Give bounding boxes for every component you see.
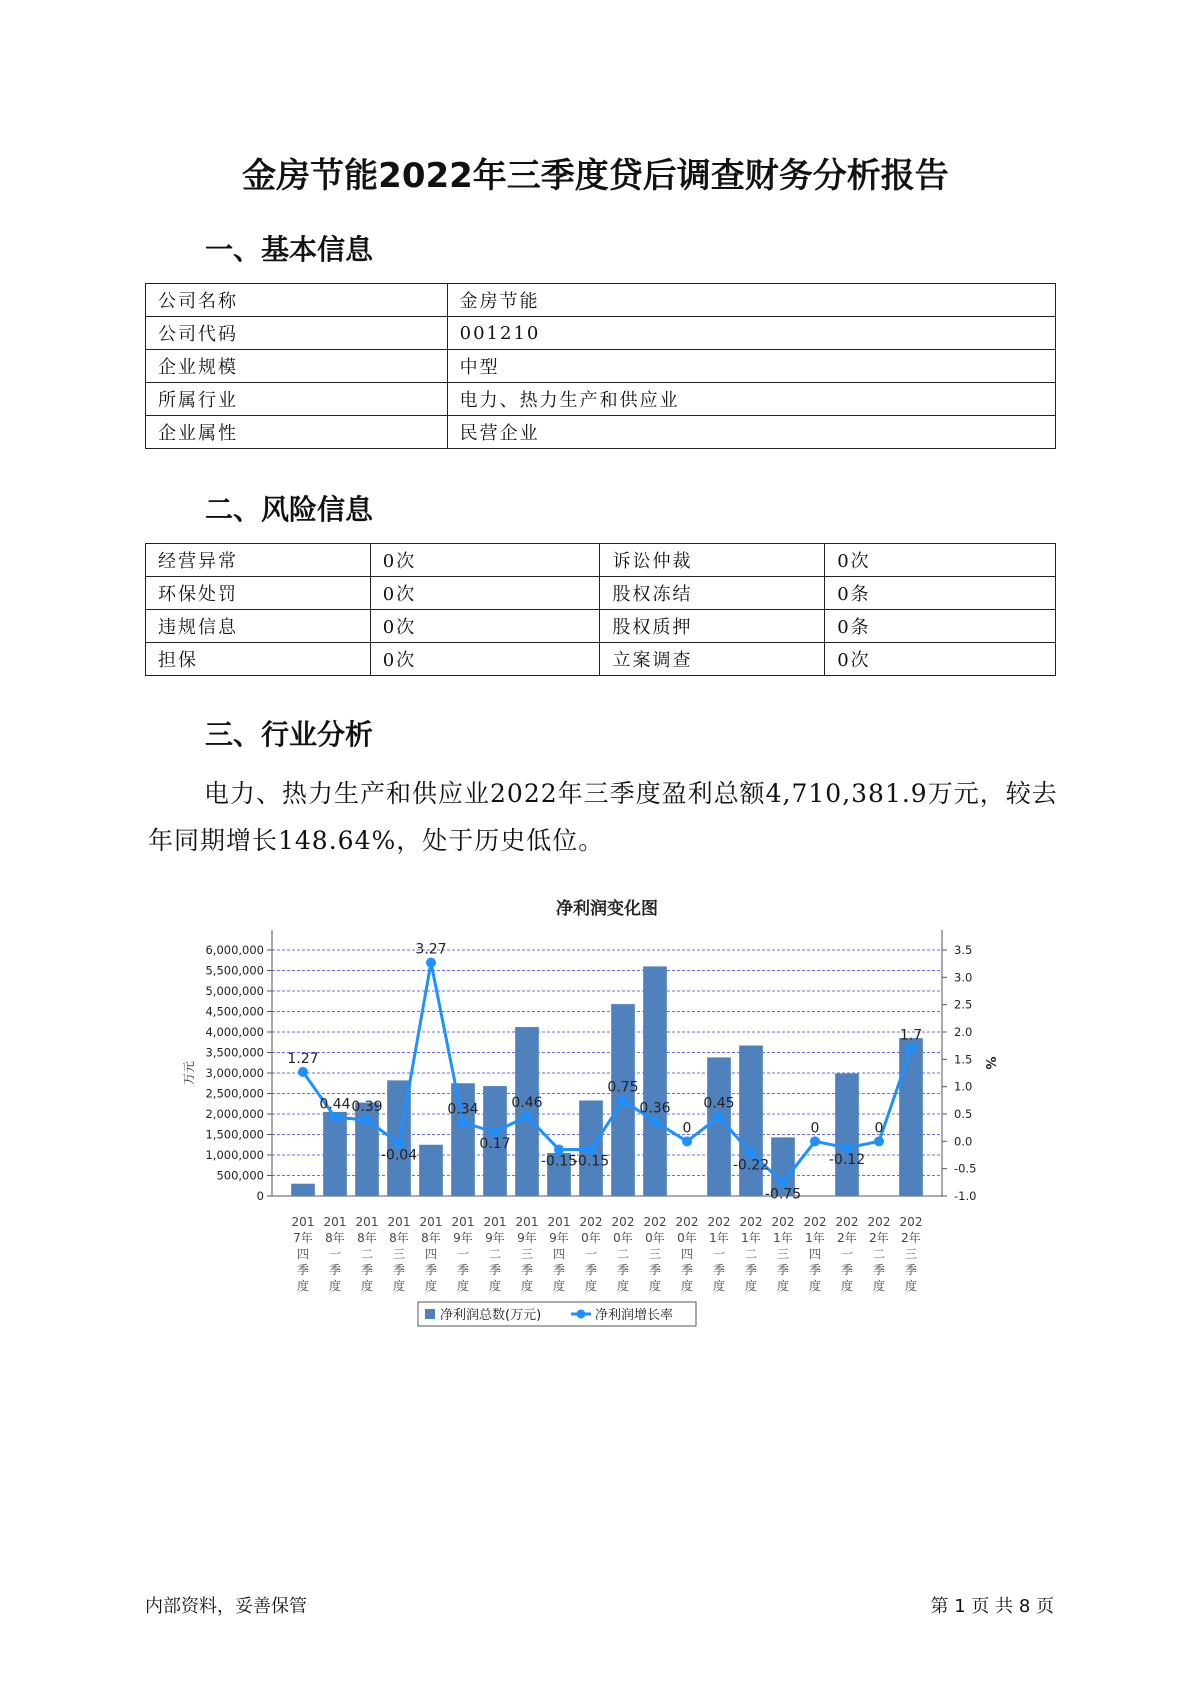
x-tick-label: 202 1年一季度 bbox=[707, 1215, 731, 1293]
risk-info-row bbox=[146, 544, 1056, 577]
section-basic-heading: 一、基本信息 bbox=[205, 233, 374, 266]
y2-tick-label: -1.0 bbox=[954, 1189, 977, 1203]
growth-rate-label: 0.39 bbox=[351, 1099, 383, 1116]
field-label: 公司名称 bbox=[146, 284, 448, 317]
basic-info-row bbox=[146, 350, 1056, 383]
x-tick-label: 201 8年四季度 bbox=[419, 1215, 443, 1293]
field-value: 001210 bbox=[447, 317, 1055, 350]
footer-confidential: 内部资料，妥善保管 bbox=[145, 1596, 307, 1617]
bar-net-profit bbox=[899, 1038, 923, 1196]
net-profit-chart bbox=[175, 890, 1015, 1360]
growth-rate-point bbox=[650, 1117, 660, 1127]
risk-info-table bbox=[145, 543, 1056, 676]
risk-label: 股权冻结 bbox=[600, 577, 825, 610]
bar-net-profit bbox=[451, 1083, 475, 1196]
growth-rate-label: -0.22 bbox=[732, 1157, 770, 1174]
growth-rate-label: -0.04 bbox=[380, 1147, 418, 1164]
field-label: 企业规模 bbox=[146, 350, 448, 383]
section-risk-heading: 二、风险信息 bbox=[205, 493, 374, 526]
growth-rate-point bbox=[458, 1118, 468, 1128]
y2-tick-label: 3.0 bbox=[954, 970, 973, 985]
footer-page-number: 第 1 页 共 8 页 bbox=[930, 1596, 1054, 1617]
report-title: 金房节能2022年三季度贷后调查财务分析报告 bbox=[242, 156, 949, 196]
y-tick-label: 4,000,000 bbox=[205, 1025, 264, 1039]
y-axis-label: 万元 bbox=[182, 1060, 196, 1086]
risk-label: 经营异常 bbox=[146, 544, 371, 577]
x-tick-label: 202 0年一季度 bbox=[579, 1215, 603, 1293]
growth-rate-point bbox=[298, 1067, 308, 1077]
growth-rate-label: 1.27 bbox=[287, 1050, 319, 1067]
risk-value: 0条 bbox=[825, 610, 1056, 643]
field-value: 电力、热力生产和供应业 bbox=[447, 383, 1055, 416]
y-tick-label: 2,000,000 bbox=[205, 1107, 264, 1121]
basic-info-table bbox=[145, 283, 1056, 449]
legend-label-bar: 净利润总数(万元) bbox=[440, 1308, 542, 1323]
bar-net-profit bbox=[323, 1112, 347, 1196]
risk-label: 违规信息 bbox=[146, 610, 371, 643]
field-label: 企业属性 bbox=[146, 416, 448, 449]
legend-swatch-point bbox=[577, 1310, 586, 1319]
y-tick-label: 1,500,000 bbox=[205, 1127, 264, 1142]
growth-rate-label: -0.15 bbox=[572, 1153, 610, 1170]
growth-rate-point bbox=[426, 958, 436, 968]
growth-rate-label: 0.36 bbox=[639, 1100, 671, 1117]
y2-tick-label: 3.5 bbox=[954, 943, 973, 957]
y2-axis-label: % bbox=[982, 1056, 997, 1070]
y-tick-label: 3,500,000 bbox=[205, 1045, 264, 1060]
risk-label: 担保 bbox=[146, 643, 371, 676]
growth-rate-label: 0.45 bbox=[703, 1095, 735, 1112]
growth-rate-label: 0.46 bbox=[511, 1095, 543, 1112]
x-tick-label: 201 8年一季度 bbox=[323, 1215, 347, 1293]
basic-info-row bbox=[146, 416, 1056, 449]
x-tick-label: 202 2年一季度 bbox=[835, 1215, 859, 1293]
growth-rate-label: -0.75 bbox=[764, 1186, 802, 1203]
risk-label: 股权质押 bbox=[600, 610, 825, 643]
legend-label-line: 净利润增长率 bbox=[595, 1308, 674, 1323]
growth-rate-label: 0 bbox=[682, 1120, 692, 1137]
risk-value: 0次 bbox=[370, 643, 600, 676]
field-label: 公司代码 bbox=[146, 317, 448, 350]
y2-tick-label: 0.0 bbox=[954, 1134, 973, 1149]
y-tick-label: 2,500,000 bbox=[205, 1086, 264, 1101]
x-tick-label: 202 2年二季度 bbox=[867, 1215, 891, 1293]
field-value: 金房节能 bbox=[447, 284, 1055, 317]
risk-label: 环保处罚 bbox=[146, 577, 371, 610]
x-tick-label: 202 1年四季度 bbox=[803, 1215, 827, 1293]
y-tick-label: 5,500,000 bbox=[205, 963, 264, 978]
y2-tick-label: 2.0 bbox=[954, 1025, 973, 1039]
y-tick-label: 3,000,000 bbox=[205, 1066, 264, 1080]
y-tick-label: 0 bbox=[256, 1189, 264, 1203]
growth-rate-point bbox=[362, 1115, 372, 1125]
growth-rate-point bbox=[714, 1112, 724, 1122]
growth-rate-label: -0.12 bbox=[828, 1151, 866, 1168]
field-label: 所属行业 bbox=[146, 383, 448, 416]
growth-rate-point bbox=[618, 1095, 628, 1105]
risk-info-row bbox=[146, 643, 1056, 676]
x-tick-label: 201 7年四季度 bbox=[291, 1215, 315, 1293]
x-tick-label: 201 8年三季度 bbox=[387, 1215, 411, 1293]
growth-rate-label: 0 bbox=[810, 1120, 820, 1137]
growth-rate-label: 0.17 bbox=[479, 1136, 511, 1153]
growth-rate-point bbox=[874, 1136, 884, 1146]
x-tick-label: 201 8年二季度 bbox=[355, 1215, 379, 1293]
basic-info-row bbox=[146, 317, 1056, 350]
growth-rate-point bbox=[330, 1112, 340, 1122]
growth-rate-label: 0 bbox=[874, 1120, 884, 1137]
bar-net-profit bbox=[835, 1073, 859, 1196]
growth-rate-label: 1.7 bbox=[899, 1027, 923, 1044]
growth-rate-label: -0.15 bbox=[540, 1153, 578, 1170]
x-tick-label: 201 9年四季度 bbox=[547, 1215, 571, 1293]
chart-title: 净利润变化图 bbox=[556, 899, 658, 919]
bar-net-profit bbox=[291, 1184, 315, 1196]
x-tick-label: 202 2年三季度 bbox=[899, 1215, 923, 1293]
y2-tick-label: 1.0 bbox=[954, 1079, 973, 1094]
industry-analysis-paragraph: 电力、热力生产和供应业2022年三季度盈利总额4,710,381.9万元，较去年同期增长148.64%，处于历史低位。 bbox=[148, 779, 1058, 855]
y-tick-label: 5,000,000 bbox=[205, 984, 264, 998]
y2-tick-label: 0.5 bbox=[954, 1107, 973, 1121]
basic-info-row bbox=[146, 383, 1056, 416]
basic-info-row bbox=[146, 284, 1056, 317]
risk-value: 0次 bbox=[370, 610, 600, 643]
bar-net-profit bbox=[419, 1145, 443, 1196]
risk-value: 0次 bbox=[370, 577, 600, 610]
growth-rate-label: 0.44 bbox=[319, 1096, 351, 1113]
y-tick-label: 500,000 bbox=[216, 1168, 264, 1183]
risk-info-row bbox=[146, 610, 1056, 643]
field-value: 中型 bbox=[447, 350, 1055, 383]
section-industry-heading: 三、行业分析 bbox=[205, 718, 374, 751]
bar-net-profit bbox=[739, 1046, 763, 1196]
x-tick-label: 202 1年三季度 bbox=[771, 1215, 795, 1293]
field-value: 民营企业 bbox=[447, 416, 1055, 449]
x-tick-label: 201 9年二季度 bbox=[483, 1215, 507, 1293]
y-tick-label: 4,500,000 bbox=[205, 1004, 264, 1019]
x-tick-label: 201 9年一季度 bbox=[451, 1215, 475, 1293]
risk-label: 诉讼仲裁 bbox=[600, 544, 825, 577]
x-tick-label: 202 0年三季度 bbox=[643, 1215, 667, 1293]
y2-tick-label: -0.5 bbox=[954, 1161, 977, 1176]
risk-value: 0次 bbox=[825, 544, 1056, 577]
y-tick-label: 6,000,000 bbox=[205, 943, 264, 957]
risk-value: 0次 bbox=[825, 643, 1056, 676]
x-tick-label: 202 0年四季度 bbox=[675, 1215, 699, 1293]
growth-rate-point bbox=[682, 1136, 692, 1146]
growth-rate-point bbox=[522, 1111, 532, 1121]
y2-tick-label: 2.5 bbox=[954, 997, 973, 1012]
growth-rate-point bbox=[810, 1136, 820, 1146]
growth-rate-label: 3.27 bbox=[415, 941, 447, 958]
y-tick-label: 1,000,000 bbox=[205, 1148, 264, 1162]
risk-value: 0次 bbox=[370, 544, 600, 577]
risk-info-row bbox=[146, 577, 1056, 610]
x-tick-label: 202 0年二季度 bbox=[611, 1215, 635, 1293]
legend-swatch-bar bbox=[425, 1309, 435, 1319]
growth-rate-label: 0.34 bbox=[447, 1101, 479, 1118]
growth-rate-label: 0.75 bbox=[607, 1079, 639, 1096]
x-tick-label: 202 1年二季度 bbox=[739, 1215, 763, 1293]
growth-rate-point bbox=[906, 1043, 916, 1053]
risk-label: 立案调查 bbox=[600, 643, 825, 676]
x-tick-label: 201 9年三季度 bbox=[515, 1215, 539, 1293]
y2-tick-label: 1.5 bbox=[954, 1052, 973, 1067]
bar-net-profit bbox=[643, 966, 667, 1196]
risk-value: 0条 bbox=[825, 577, 1056, 610]
